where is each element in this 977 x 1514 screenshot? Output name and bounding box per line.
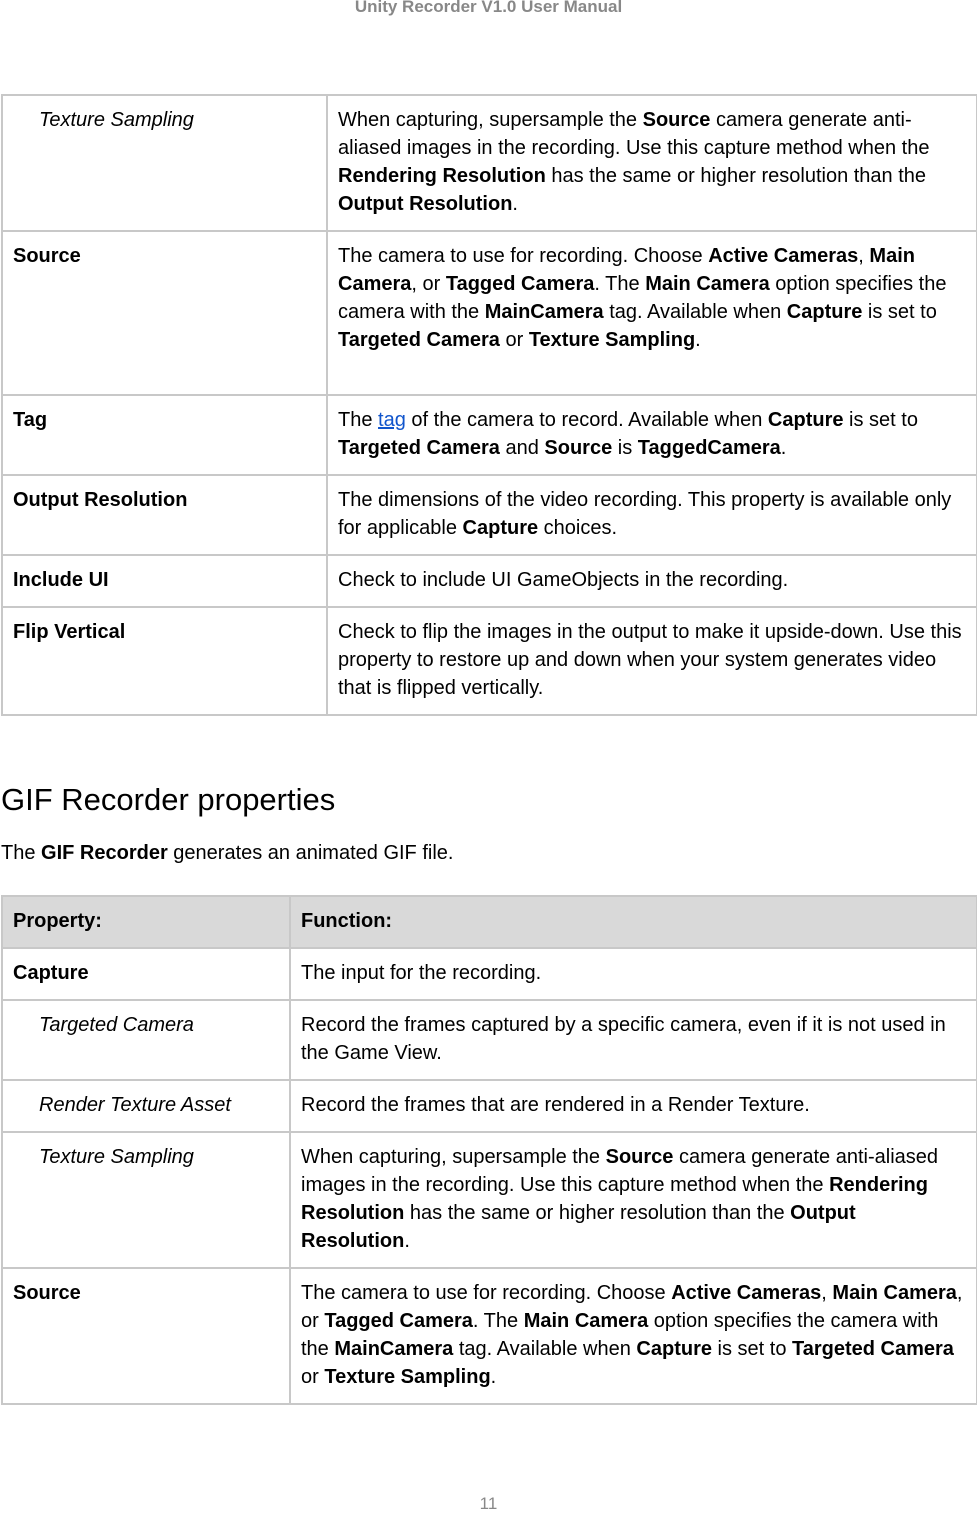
property-name: Texture Sampling [39, 109, 194, 131]
section-intro: The GIF Recorder generates an animated GIF file. [1, 842, 454, 864]
page-header: Unity Recorder V1.0 User Manual [354, 0, 623, 16]
function-cell: When capturing, supersample the Source camera generate anti-aliased images in the recording. Use this capture method when the Rendering Resolution has the same or higher resolution than the Output Resolution. [327, 95, 977, 231]
property-cell [2, 95, 327, 231]
property-cell [2, 948, 290, 1000]
table-row [2, 475, 977, 555]
table-row [2, 1080, 977, 1132]
gif-recorder-properties-table [1, 895, 977, 1405]
property-name: Render Texture Asset [39, 1094, 231, 1116]
tag-link[interactable]: tag [378, 409, 406, 431]
section-title: GIF Recorder properties [1, 782, 336, 817]
function-cell: Record the frames captured by a specific camera, even if it is not used in the Game View. [290, 1000, 977, 1080]
table-row [2, 607, 977, 715]
property-name: Include UI [13, 569, 109, 591]
property-name: Output Resolution [13, 489, 188, 511]
table-row [2, 1000, 977, 1080]
property-name: Texture Sampling [39, 1146, 194, 1168]
function-cell: The camera to use for recording. Choose Active Cameras, Main Camera, or Tagged Camera. The Main Camera option specifies the camera with the MainCamera tag. Available when Capture is set to Targeted Camera or Texture Sampling. [327, 231, 977, 395]
property-cell [2, 607, 327, 715]
function-cell: Check to flip the images in the output to make it upside-down. Use this property to restore up and down when your system generates video that is flipped vertically. [327, 607, 977, 715]
property-cell [2, 1132, 290, 1268]
property-name: Targeted Camera [39, 1014, 194, 1036]
function-cell: When capturing, supersample the Source camera generate anti-aliased images in the recording. Use this capture method when the Rendering Resolution has the same or higher resolution than the Output Resolution. [290, 1132, 977, 1268]
table-row [2, 1268, 977, 1404]
function-cell: The dimensions of the video recording. This property is available only for applicable Capture choices. [327, 475, 977, 555]
property-cell [2, 395, 327, 475]
table-row [2, 1132, 977, 1268]
property-name: Source [13, 245, 81, 267]
function-cell: The input for the recording. [290, 948, 977, 1000]
property-cell [2, 231, 327, 395]
header-function: Function: [290, 896, 977, 948]
function-cell: The tag of the camera to record. Available when Capture is set to Targeted Camera and Source is TaggedCamera. [327, 395, 977, 475]
function-cell: The camera to use for recording. Choose Active Cameras, Main Camera, or Tagged Camera. The Main Camera option specifies the camera with the MainCamera tag. Available when Capture is set to Targeted Camera or Texture Sampling. [290, 1268, 977, 1404]
property-cell [2, 555, 327, 607]
property-cell [2, 1080, 290, 1132]
property-name: Source [13, 1282, 81, 1304]
function-cell: Record the frames that are rendered in a Render Texture. [290, 1080, 977, 1132]
page-number: 11 [479, 1494, 498, 1513]
table-row [2, 395, 977, 475]
movie-recorder-properties-table [1, 94, 977, 716]
property-name: Tag [13, 409, 48, 431]
property-name: Flip Vertical [13, 621, 126, 643]
property-name: Capture [13, 962, 89, 984]
table-row [2, 95, 977, 231]
table-row [2, 555, 977, 607]
table-header-row [2, 896, 977, 948]
function-cell: Check to include UI GameObjects in the recording. [327, 555, 977, 607]
property-cell [2, 1000, 290, 1080]
property-cell [2, 1268, 290, 1404]
table-row [2, 231, 977, 395]
table-row [2, 948, 977, 1000]
header-property: Property: [2, 896, 290, 948]
property-cell [2, 475, 327, 555]
